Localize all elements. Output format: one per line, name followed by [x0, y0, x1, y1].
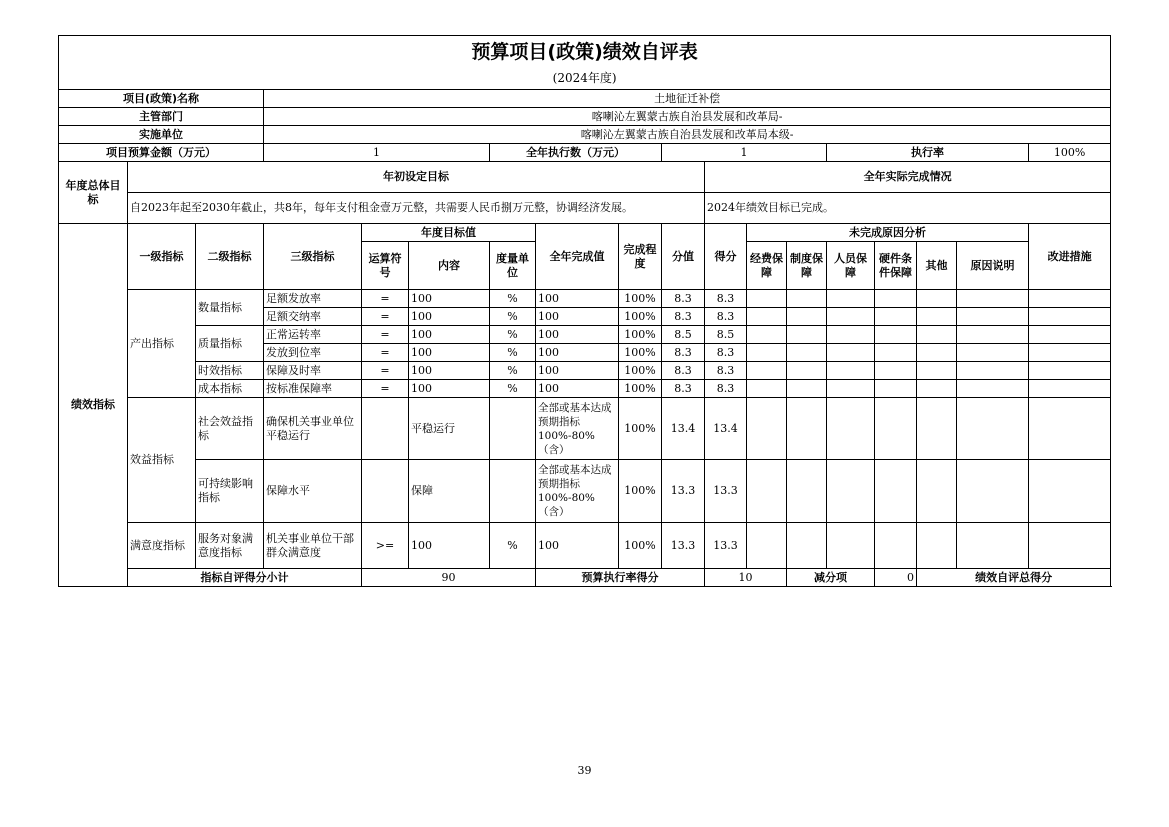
value-cell: 8.3 — [662, 380, 705, 398]
overall-goal-label: 年度总体目标 — [59, 162, 128, 224]
unit-cell: % — [490, 290, 536, 308]
operator-cell: = — [362, 362, 409, 380]
value-cell: 13.4 — [662, 398, 705, 460]
value-cell: 8.3 — [662, 344, 705, 362]
content-cell: 保障 — [409, 460, 490, 523]
completion-degree-header: 完成程度 — [619, 224, 662, 290]
value-cell: 8.3 — [662, 308, 705, 326]
hardware-header: 硬件条件保障 — [875, 242, 917, 290]
execution-rate-label: 执行率 — [827, 144, 1029, 162]
unit-cell: % — [490, 308, 536, 326]
group-cost: 成本指标 — [196, 380, 264, 398]
project-name-label: 项目(政策)名称 — [59, 90, 264, 108]
score-header: 得分 — [705, 224, 747, 290]
done-cell: 100 — [536, 326, 619, 344]
subtotal-label: 指标自评得分小计 — [128, 569, 362, 587]
budget-amount-label: 项目预算金额（万元） — [59, 144, 264, 162]
implementer-value: 喀喇沁左翼蒙古族自治县发展和改革局本级- — [264, 126, 1111, 144]
degree-cell: 100% — [619, 290, 662, 308]
operator-cell: = — [362, 308, 409, 326]
group-sustainable: 可持续影响指标 — [196, 460, 264, 523]
level1-header: 一级指标 — [128, 224, 196, 290]
degree-cell: 100% — [619, 362, 662, 380]
annual-execution-label: 全年执行数（万元） — [490, 144, 662, 162]
operator-cell: = — [362, 380, 409, 398]
unit-header: 度量单位 — [490, 242, 536, 290]
implementer-label: 实施单位 — [59, 126, 264, 144]
page-title: 预算项目(政策)绩效自评表 — [59, 36, 1111, 68]
operator-cell — [362, 398, 409, 460]
content-cell: 100 — [409, 362, 490, 380]
group-satisfaction: 满意度指标 — [128, 523, 196, 569]
degree-cell: 100% — [619, 460, 662, 523]
content-cell: 100 — [409, 344, 490, 362]
actual-completion-text: 2024年绩效目标已完成。 — [705, 193, 1111, 224]
budget-rate-score-value: 10 — [705, 569, 787, 587]
score-value-header: 分值 — [662, 224, 705, 290]
deduction-value: 0 — [875, 569, 917, 587]
other-header: 其他 — [917, 242, 957, 290]
done-cell: 100 — [536, 523, 619, 569]
unit-cell: % — [490, 326, 536, 344]
summary-row — [59, 569, 1111, 587]
system-header: 制度保障 — [787, 242, 827, 290]
value-cell: 8.3 — [662, 290, 705, 308]
operator-cell — [362, 460, 409, 523]
table-row — [59, 523, 1111, 569]
actual-completion-header: 全年实际完成情况 — [705, 162, 1111, 193]
unit-cell: % — [490, 362, 536, 380]
annual-target-header: 年度目标值 — [362, 224, 536, 242]
operator-cell: = — [362, 290, 409, 308]
page-subtitle: (2024年度) — [59, 68, 1111, 90]
department-value: 喀喇沁左翼蒙古族自治县发展和改革局- — [264, 108, 1111, 126]
total-score-label: 绩效自评总得分 — [917, 569, 1111, 587]
score-cell: 8.3 — [705, 344, 747, 362]
value-cell: 13.3 — [662, 523, 705, 569]
level3-header: 三级指标 — [264, 224, 362, 290]
funding-header: 经费保障 — [747, 242, 787, 290]
group-benefit: 效益指标 — [128, 398, 196, 523]
table-row — [59, 362, 1111, 380]
done-cell: 全部或基本达成预期指标100%-80%（含） — [536, 460, 619, 523]
indicator-name: 按标准保障率 — [264, 380, 362, 398]
value-cell: 8.3 — [662, 362, 705, 380]
score-cell: 13.3 — [705, 523, 747, 569]
done-cell: 100 — [536, 308, 619, 326]
reason-analysis-header: 未完成原因分析 — [747, 224, 1029, 242]
content-cell: 100 — [409, 523, 490, 569]
content-cell: 100 — [409, 326, 490, 344]
unit-cell — [490, 460, 536, 523]
score-cell: 8.3 — [705, 290, 747, 308]
deduction-label: 减分项 — [787, 569, 875, 587]
table-row — [59, 398, 1111, 460]
budget-rate-score-label: 预算执行率得分 — [536, 569, 705, 587]
value-cell: 13.3 — [662, 460, 705, 523]
content-cell: 100 — [409, 290, 490, 308]
content-header: 内容 — [409, 242, 490, 290]
unit-cell — [490, 398, 536, 460]
execution-rate-value: 100% — [1029, 144, 1111, 162]
indicator-name: 保障水平 — [264, 460, 362, 523]
done-cell: 100 — [536, 362, 619, 380]
done-cell: 100 — [536, 344, 619, 362]
degree-cell: 100% — [619, 344, 662, 362]
score-cell: 8.3 — [705, 380, 747, 398]
group-service: 服务对象满意度指标 — [196, 523, 264, 569]
level2-header: 二级指标 — [196, 224, 264, 290]
personnel-header: 人员保障 — [827, 242, 875, 290]
operator-cell: = — [362, 344, 409, 362]
indicator-name: 机关事业单位干部群众满意度 — [264, 523, 362, 569]
group-quantity: 数量指标 — [196, 290, 264, 326]
unit-cell: % — [490, 523, 536, 569]
done-cell: 100 — [536, 290, 619, 308]
reason-desc-header: 原因说明 — [957, 242, 1029, 290]
table-row — [59, 380, 1111, 398]
degree-cell: 100% — [619, 523, 662, 569]
done-cell: 100 — [536, 380, 619, 398]
subtotal-value: 90 — [362, 569, 536, 587]
annual-completed-header: 全年完成值 — [536, 224, 619, 290]
operator-cell: >= — [362, 523, 409, 569]
project-name-value: 土地征迁补偿 — [264, 90, 1111, 108]
indicator-name: 足额交纳率 — [264, 308, 362, 326]
degree-cell: 100% — [619, 398, 662, 460]
content-cell: 100 — [409, 308, 490, 326]
score-cell: 8.3 — [705, 362, 747, 380]
score-cell: 8.5 — [705, 326, 747, 344]
score-cell: 13.4 — [705, 398, 747, 460]
operator-header: 运算符号 — [362, 242, 409, 290]
unit-cell: % — [490, 344, 536, 362]
indicator-name: 确保机关事业单位平稳运行 — [264, 398, 362, 460]
done-cell: 全部或基本达成预期指标100%-80%（含） — [536, 398, 619, 460]
unit-cell: % — [490, 380, 536, 398]
table-row — [59, 326, 1111, 344]
initial-goal-header: 年初设定目标 — [128, 162, 705, 193]
indicator-name: 保障及时率 — [264, 362, 362, 380]
score-cell: 8.3 — [705, 308, 747, 326]
annual-execution-value: 1 — [662, 144, 827, 162]
initial-goal-text: 自2023年起至2030年截止，共8年，每年支付租金壹万元整，共需要人民币捌万元整，协调经济发展。 — [128, 193, 705, 224]
indicator-name: 发放到位率 — [264, 344, 362, 362]
degree-cell: 100% — [619, 380, 662, 398]
indicator-name: 足额发放率 — [264, 290, 362, 308]
group-quality: 质量指标 — [196, 326, 264, 362]
degree-cell: 100% — [619, 308, 662, 326]
content-cell: 100 — [409, 380, 490, 398]
operator-cell: = — [362, 326, 409, 344]
budget-amount-value: 1 — [264, 144, 490, 162]
group-social: 社会效益指标 — [196, 398, 264, 460]
group-output: 产出指标 — [128, 290, 196, 398]
group-timeliness: 时效指标 — [196, 362, 264, 380]
degree-cell: 100% — [619, 326, 662, 344]
table-row — [59, 460, 1111, 523]
score-cell: 13.3 — [705, 460, 747, 523]
department-label: 主管部门 — [59, 108, 264, 126]
performance-indicators-label: 绩效指标 — [59, 224, 128, 587]
performance-self-evaluation-table — [58, 35, 1111, 587]
indicator-name: 正常运转率 — [264, 326, 362, 344]
content-cell: 平稳运行 — [409, 398, 490, 460]
page-number: 39 — [577, 764, 592, 777]
table-row — [59, 290, 1111, 308]
improvement-header: 改进措施 — [1029, 224, 1111, 290]
value-cell: 8.5 — [662, 326, 705, 344]
